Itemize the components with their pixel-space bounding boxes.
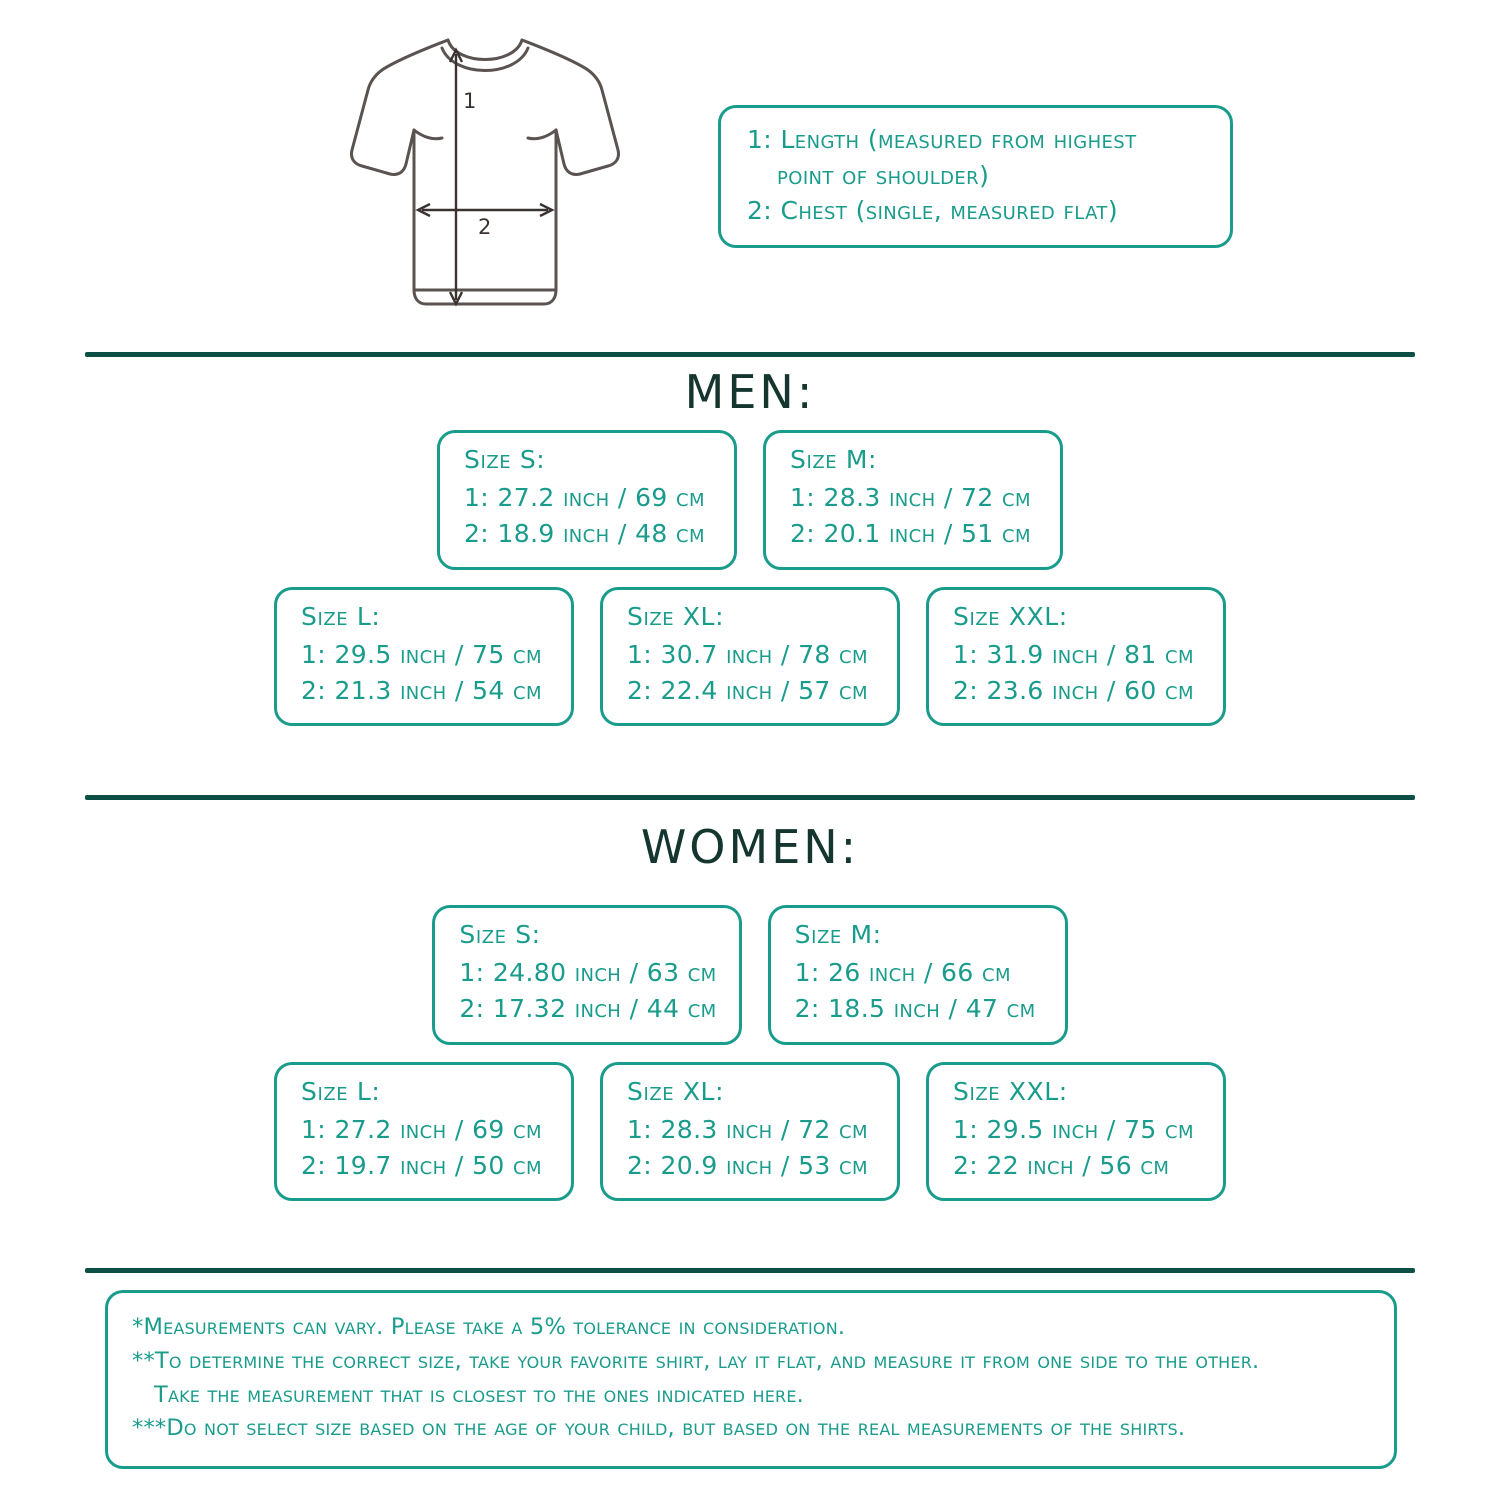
size-card-men-l: [274, 587, 574, 727]
size-card-title: Size L:: [301, 601, 381, 631]
size-card-title: Size S:: [464, 445, 546, 474]
size-card-men-m: [763, 430, 1063, 570]
size-card-title: Size L:: [301, 1076, 381, 1106]
diagram-section: [0, 0, 1500, 345]
size-card-chest: 2: 22.4 inch / 57 cm: [627, 675, 868, 705]
legend-line-3: 2: Chest (single, measured flat): [747, 196, 1118, 225]
divider-bottom: [85, 1268, 1415, 1273]
women-row-1: [0, 905, 1500, 1045]
size-card-chest: 2: 18.9 inch / 48 cm: [464, 519, 705, 549]
size-card-men-s: [437, 430, 737, 570]
footnote-3: ***Do not select size based on the age of your child, but based on the real measurements of the shirts.: [132, 1415, 1186, 1442]
size-card-chest: 2: 21.3 inch / 54 cm: [301, 675, 542, 705]
size-card-women-m: [768, 905, 1068, 1045]
size-cards-men: [0, 430, 1500, 726]
size-card-men-xl: [600, 587, 900, 727]
size-card-women-xl: [600, 1062, 900, 1202]
footnotes-box: [105, 1290, 1397, 1469]
size-card-length: 1: 26 inch / 66 cm: [794, 958, 1011, 987]
legend-box: [718, 105, 1233, 248]
chest-arrow-label: 2: [478, 215, 492, 239]
size-card-title: Size XXL:: [953, 1076, 1068, 1106]
footnote-2: **To determine the correct size, take your favorite shirt, lay it flat, and measure it from one side to the other.: [132, 1347, 1260, 1374]
size-card-length: 1: 28.3 inch / 72 cm: [627, 1114, 868, 1144]
size-card-title: Size XXL:: [953, 601, 1068, 631]
legend-line-1: 1: Length (measured from highest: [747, 125, 1137, 154]
legend-line-2: point of shoulder): [777, 160, 990, 190]
size-card-length: 1: 31.9 inch / 81 cm: [953, 639, 1194, 669]
size-card-women-s: [432, 905, 741, 1045]
size-card-women-xxl: [926, 1062, 1226, 1202]
size-card-length: 1: 30.7 inch / 78 cm: [627, 639, 868, 669]
size-card-length: 1: 29.5 inch / 75 cm: [953, 1114, 1194, 1144]
divider-top: [85, 352, 1415, 357]
size-card-chest: 2: 18.5 inch / 47 cm: [794, 994, 1036, 1024]
men-row-1: [0, 430, 1500, 570]
size-card-chest: 2: 20.1 inch / 51 cm: [790, 519, 1031, 549]
size-card-length: 1: 28.3 inch / 72 cm: [790, 483, 1031, 512]
size-card-title: Size XL:: [627, 1076, 725, 1106]
size-card-chest: 2: 23.6 inch / 60 cm: [953, 675, 1194, 705]
size-card-length: 1: 29.5 inch / 75 cm: [301, 639, 542, 669]
size-card-chest: 2: 17.32 inch / 44 cm: [459, 994, 717, 1024]
divider-middle: [85, 795, 1415, 800]
section-title-men: MEN:: [684, 365, 816, 419]
tshirt-diagram: [330, 18, 640, 328]
size-card-title: Size S:: [459, 920, 541, 949]
tshirt-icon: [330, 18, 640, 328]
section-title-women: WOMEN:: [640, 820, 860, 874]
size-card-length: 1: 27.2 inch / 69 cm: [301, 1114, 542, 1144]
length-arrow-label: 1: [463, 89, 477, 113]
size-card-title: Size XL:: [627, 601, 725, 631]
women-row-2: [0, 1062, 1500, 1202]
size-card-title: Size M:: [790, 445, 878, 474]
size-cards-women: [0, 905, 1500, 1201]
men-row-2: [0, 587, 1500, 727]
length-arrow: [450, 50, 462, 304]
size-card-women-l: [274, 1062, 574, 1202]
size-card-men-xxl: [926, 587, 1226, 727]
size-card-length: 1: 27.2 inch / 69 cm: [464, 483, 705, 512]
footnote-2-continued: Take the measurement that is closest to the ones indicated here.: [154, 1381, 805, 1408]
size-card-chest: 2: 20.9 inch / 53 cm: [627, 1150, 868, 1180]
size-card-chest: 2: 19.7 inch / 50 cm: [301, 1150, 542, 1180]
size-card-chest: 2: 22 inch / 56 cm: [953, 1150, 1170, 1180]
footnote-1: *Measurements can vary. Please take a 5% tolerance in consideration.: [132, 1314, 846, 1340]
size-card-length: 1: 24.80 inch / 63 cm: [459, 958, 717, 987]
size-card-title: Size M:: [794, 920, 882, 949]
